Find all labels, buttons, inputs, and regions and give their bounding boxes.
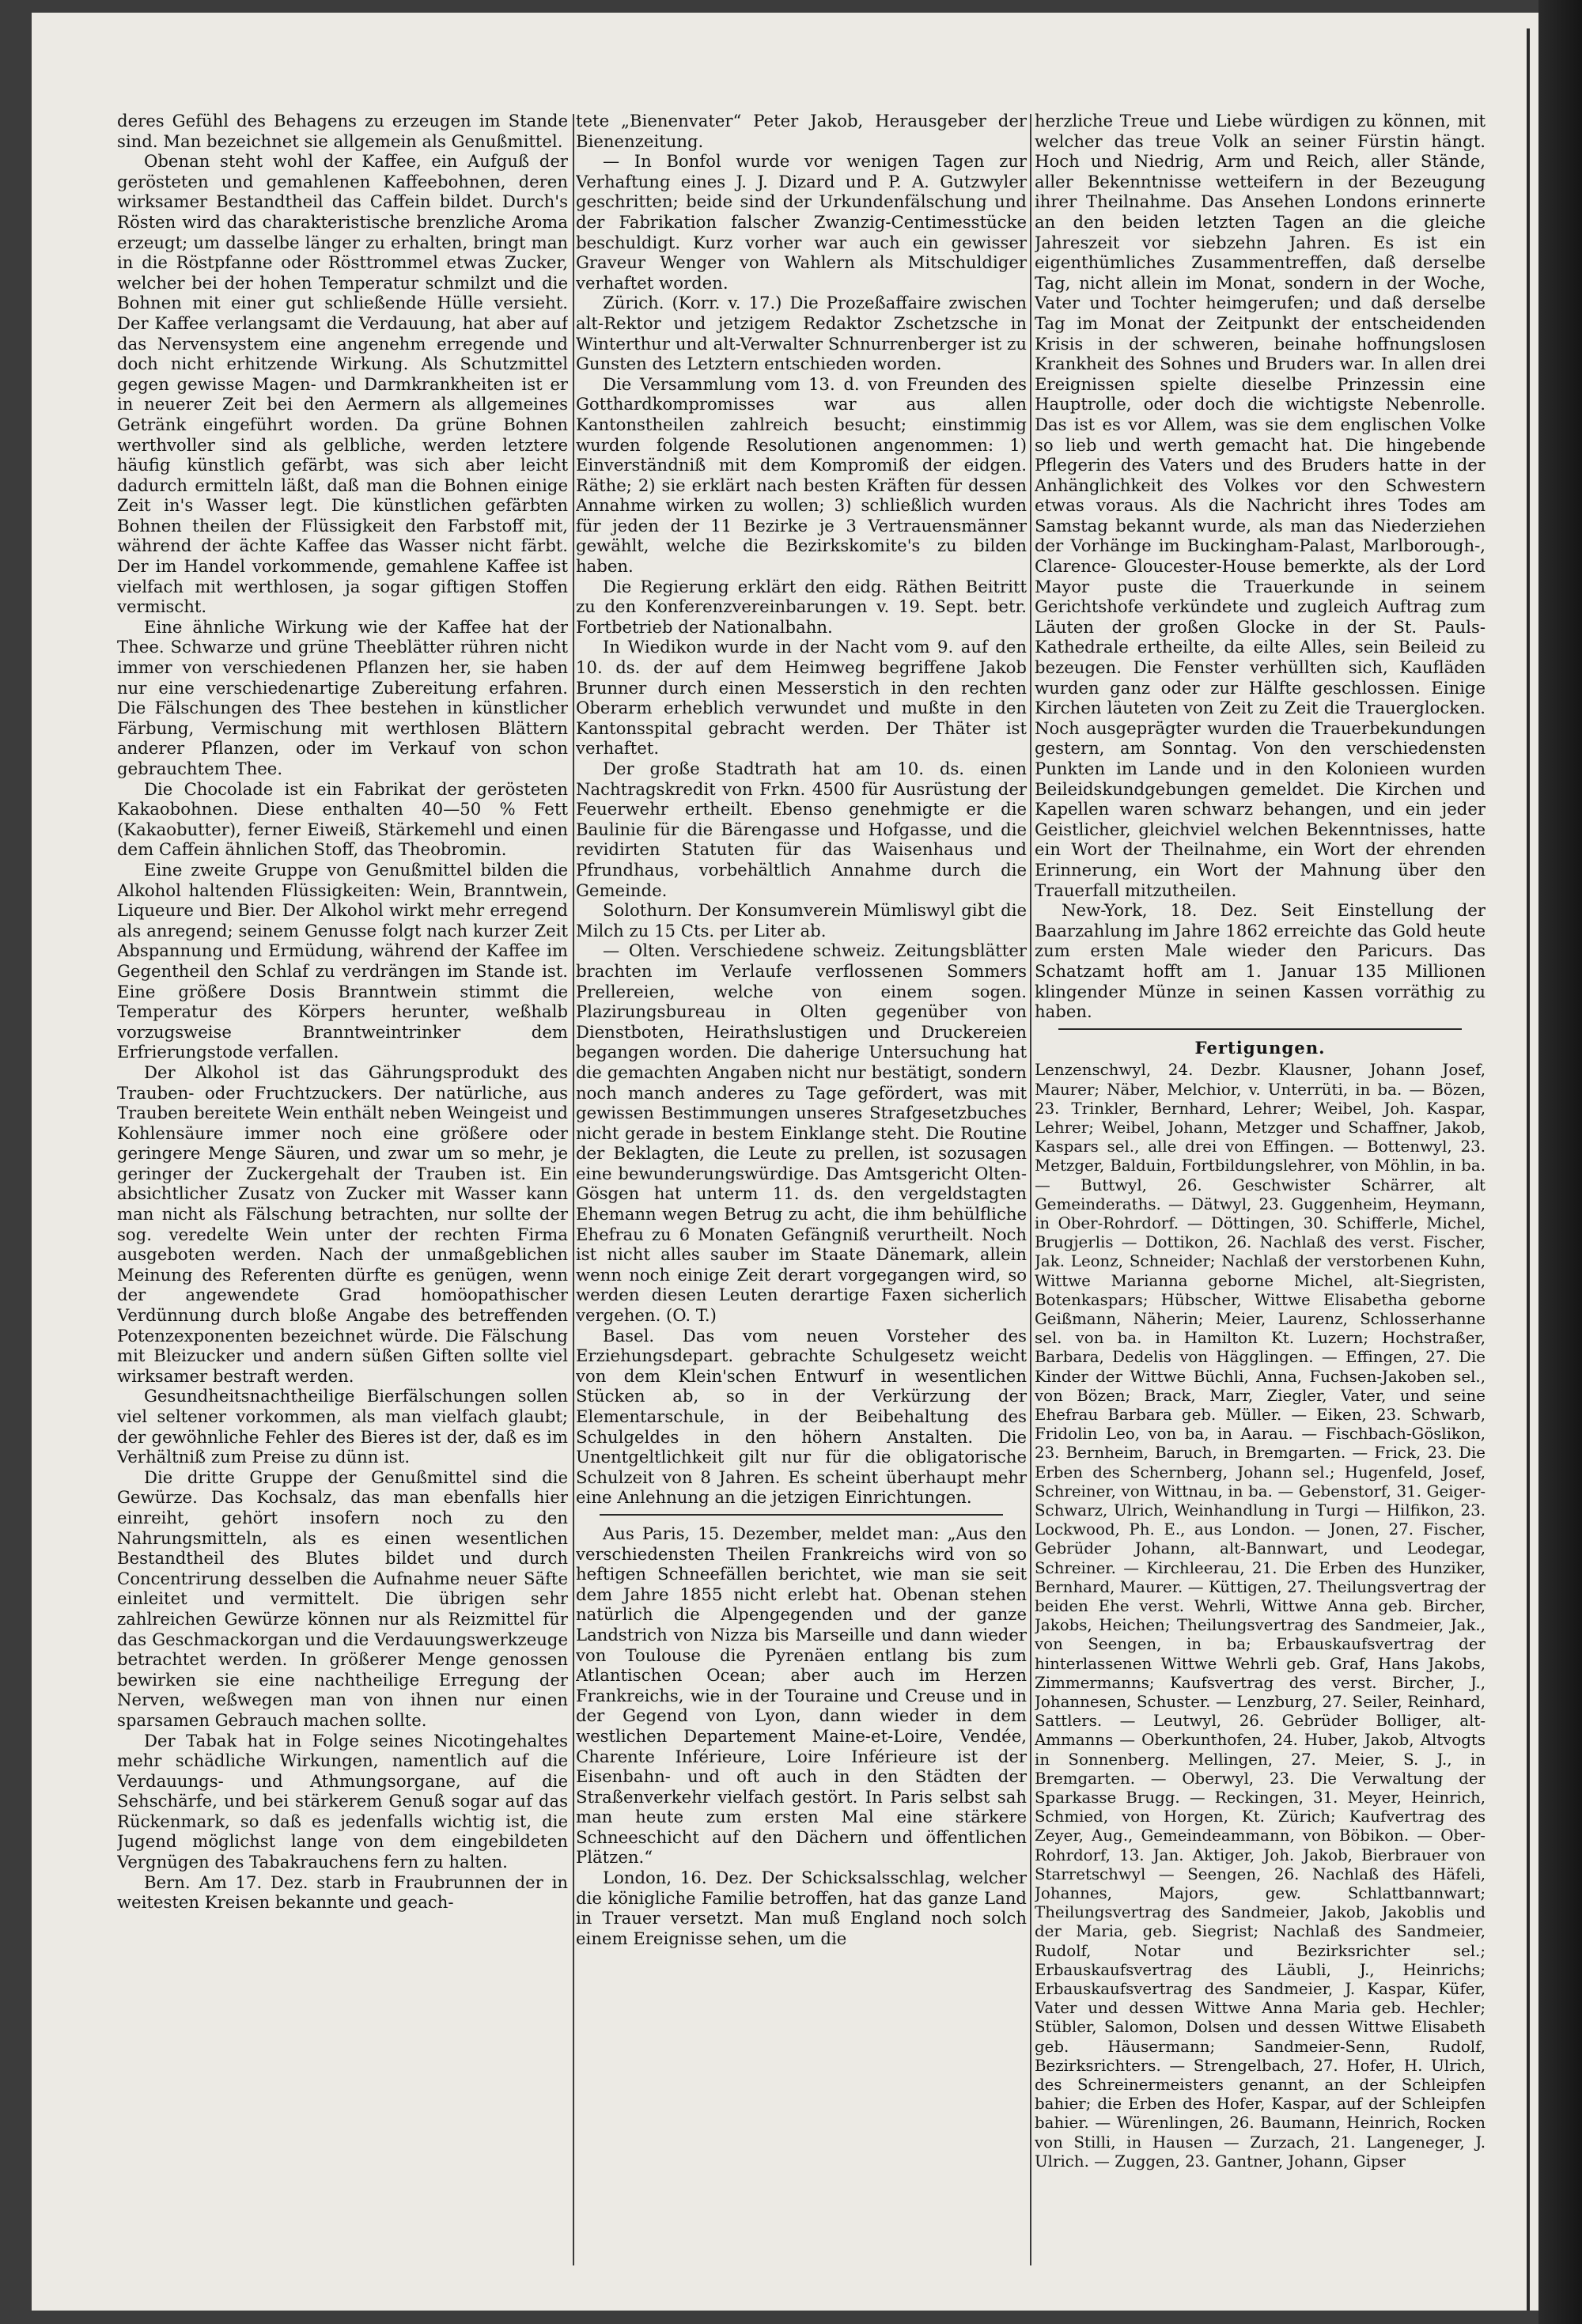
article-paragraph: Die Versammlung vom 13. d. von Freunden des Gotthardkompromisses war aus allen Kantonstheilen zahlreich besucht; einstimmig wurden folgende Resolutionen angenommen: 1) Einverständniß mit dem Kompromiß der eidgen. Räthe; 2) sie erklärt nach besten Kräften für dessen Annahme wirken zu wollen; 3) schließlich wurden für jeden der 11 Bezirke je 3 Vertrauensmänner gewählt, welche die Bezirkskomite's zu bilden haben.	[576, 373, 1027, 577]
article-paragraph: London, 16. Dez. Der Schicksalsschlag, welcher die königliche Familie betroffen, hat das ganze Land in Trauer versetzt. Man muß England noch solch einem Ereignisse sehen, um die	[576, 1868, 1027, 1948]
article-paragraph: — Olten. Verschiedene schweiz. Zeitungsblätter brachten im Verlaufe verflossenen Sommers Prellereien, welche von einem sogen. Plazirungsbureau in Olten gegenüber von Dienstboten, Heirathslustigen und Druckereien begangen worden. Die daherige Untersuchung hat die gemachten Angaben nicht nur bestätigt, sondern noch manch anderes zu Tage gefördert, was mit gewissen Bestimmungen unseres Strafgesetzbuches nicht gerade in bestem Einklange steht. Die Routine der Beklagten, die Leute zu prellen, ist sozusagen eine bewunderungswürdige. Das Amtsgericht Olten-Gösgen hat unterm 11. ds. den vergeldstagten Ehemann wegen Betrug zu acht, die ihm behülfliche Ehefrau zu 6 Monaten Gefängniß verurtheilt. Noch ist nicht alles sauber im Staate Dänemark, allein wenn noch einige Zeit derart vorgegangen wird, so werden diesen Leuten derartige Faxen sicherlich vergehen. (O. T.)	[576, 941, 1027, 1326]
article-paragraph: Eine zweite Gruppe von Genußmittel bilden die Alkohol haltenden Flüssigkeiten: Wein, Branntwein, Liqueure und Bier. Der Alkohol wirkt mehr erregend als anregend; seinem Genusse folgt nach kurzer Zeit Abspannung und Ermüdung, während der Kaffee im Gegentheil den Schlaf zu verdrängen im Stande ist. Eine größere Dosis Branntwein stimmt die Temperatur des Körpers herunter, weßhalb vorzugsweise Branntweintrinker dem Erfrierungstode verfallen.	[117, 859, 568, 1062]
article-paragraph: Die dritte Gruppe der Genußmittel sind die Gewürze. Das Kochsalz, das man ebenfalls hier einreiht, gehört insofern noch zu den Nahrungsmitteln, als es einen wesentlichen Bestandtheil des Blutes bildet und durch Concentrirung desselben die Aufnahme neuer Säfte einleitet und vermittelt. Die übrigen sehr zahlreichen Gewürze können nur als Reizmittel für das Geschmackorgan und die Verdauungswerkzeuge betrachtet werden. In größerer Menge genossen bewirken sie eine nachtheilige Erregung der Nerven, weßwegen man von ihnen nur einen sparsamen Gebrauch machen sollte.	[117, 1467, 568, 1730]
article-paragraph: In Wiedikon wurde in der Nacht vom 9. auf den 10. ds. der auf dem Heimweg begriffene Jakob Brunner durch einen Messerstich in den rechten Oberarm erheblich verwundet und mußte in den Kantonsspital gebracht werden. Der Thäter ist verhaftet.	[576, 637, 1027, 759]
article-paragraph: Der große Stadtrath hat am 10. ds. einen Nachtragskredit von Frkn. 4500 für Ausrüstung der Feuerwehr ertheilt. Ebenso genehmigte er die Baulinie für die Bärengasse und Hofgasse, und die revidirten Statuten für das Waisenhaus und Pfrundhaus, vorbehältlich Annahme durch die Gemeinde.	[576, 759, 1027, 900]
article-paragraph: Die Regierung erklärt den eidg. Räthen Beitritt zu den Konferenzvereinbarungen v. 19. Sept. betr. Fortbetrieb der Nationalbahn.	[576, 576, 1027, 637]
article-paragraph: Zürich. (Korr. v. 17.) Die Prozeßaffaire zwischen alt-Rektor und jetzigem Redaktor Zschetzsche in Winterthur und alt-Verwalter Schnurrenberger ist zu Gunsten des Letztern entschieden worden.	[576, 293, 1027, 374]
article-paragraph: Aus Paris, 15. Dezember, meldet man: „Aus den verschiedensten Theilen Frankreichs wird von so heftigen Schneefällen berichtet, wie man sie seit dem Jahre 1855 nicht erlebt hat. Obenan stehen natürlich die Alpengegenden und der ganze Landstrich von Nizza bis Marseille und dann wieder von Toulouse die Pyrenäen entlang bis zum Atlantischen Ocean; aber auch im Herzen Frankreichs, wie in der Touraine und Creuse und in der Gegend von Lyon, dann wieder in dem westlichen Departement Maine-et-Loire, Vendée, Charente Inférieure, Loire Inférieure ist der Eisenbahn- und oft auch in den Städten der Straßenverkehr vielfach gestört. In Paris selbst sah man heute zum ersten Mal eine stärkere Schneeschicht auf den Dächern und öffentlichen Plätzen.“	[576, 1523, 1027, 1868]
column-divider	[1030, 114, 1031, 2265]
article-paragraph: deres Gefühl des Behagens zu erzeugen im Stande sind. Man bezeichnet sie allgemein als Genußmittel.	[117, 111, 568, 151]
article-paragraph: New-York, 18. Dez. Seit Einstellung der Baarzahlung im Jahre 1862 erreichte das Gold heute zum ersten Male wieder den Paricurs. Das Schatzamt hofft am 1. Januar 135 Millionen klingender Münze in seinen Kassen vorräthig zu haben.	[1035, 900, 1485, 1022]
article-paragraph: Der Tabak hat in Folge seines Nicotingehaltes mehr schädliche Wirkungen, namentlich auf die Verdauungs- und Athmungsorgane, auf die Sehschärfe, und bei stärkerem Genuß sogar auf das Rückenmark, so daß es jedenfalls wichtig ist, die Jugend möglichst lange von dem eingebildeten Vergnügen des Tabakrauchens fern zu halten.	[117, 1730, 568, 1872]
fertigungen-heading: Fertigungen.	[1194, 1037, 1326, 1058]
article-paragraph: Bern. Am 17. Dez. starb in Fraubrunnen der in weitesten Kreisen bekannte und geach-	[117, 1872, 568, 1913]
article-paragraph: Solothurn. Der Konsumverein Mümliswyl gibt die Milch zu 15 Cts. per Liter ab.	[576, 900, 1027, 941]
section-separator	[600, 1514, 1003, 1516]
article-paragraph: Die Chocolade ist ein Fabrikat der gerösteten Kakaobohnen. Diese enthalten 40—50 % Fett (Kakaobutter), ferner Eiweiß, Stärkemehl und einen dem Caffein ähnlichen Stoff, das Theobromin.	[117, 778, 568, 860]
column-middle	[576, 111, 1027, 2278]
article-paragraph: herzliche Treue und Liebe würdigen zu können, mit welcher das treue Volk an seiner Fürstin hängt. Hoch und Niedrig, Arm und Reich, aller Stände, aller Bekenntnisse wetteifern in der Bezeugung ihrer Theilnahme. Das Ansehen Londons erinnerte an den beiden letzten Tagen an die gleiche Jahreszeit vor siebzehn Jahren. Es ist ein eigenthümliches Zusammentreffen, daß derselbe Tag, nicht allein im Monat, sondern in der Woche, Vater und Tochter heimgerufen; und daß derselbe Tag im Monat der Zeitpunkt der entscheidenden Krisis in der schweren, beinahe hoffnungslosen Krankheit des Sohnes und Bruders war. In allen drei Ereignissen spielte dieselbe Prinzessin eine Hauptrolle, oder doch die wichtigste Nebenrolle. Das ist es vor Allem, was sie dem englischen Volke so lieb und werth gemacht hat. Die hingebende Pflegerin des Vaters und des Bruders hatte in der Anhänglichkeit des Volkes vor den Schwestern etwas voraus. Als die Nachricht ihres Todes am Samstag bekannt wurde, als man das Niederziehen der Vorhänge im Buckingham-Palast, Marlborough-, Clarence- Gloucester-House bemerkte, als der Lord Mayor puste die Trauerkunde in seinem Gerichtshofe verkündete und zugleich Auftrag zum Läuten der großen Glocke in der St. Pauls-Kathedrale ertheilte, da eilte Alles, sein Beileid zu bezeugen. Die Fenster verhüllten sich, Kaufläden wurden ganz oder zur Hälfte geschlossen. Einige Kirchen läuteten von Zeit zu Zeit die Trauerglocken. Noch ausgeprägter wurden die Trauerbekundungen gestern, am Sonntag. Von den verschiedensten Punkten im Lande und in den Kolonieen wurden Beileidskundgebungen gemeldet. Die Kirchen und Kapellen waren schwarz behangen, und ein jeder Geistlicher, gleichviel welchen Bekenntnisses, hatte ein Wort der Theilnahme, ein Wort der ehrenden Erinnerung, ein Wort der Mahnung über den Trauerfall mitzutheilen.	[1035, 111, 1485, 900]
article-paragraph: Der Alkohol ist das Gährungsprodukt des Trauben- oder Fruchtzuckers. Der natürliche, aus Trauben bereitete Wein enthält neben Weingeist und Kohlensäure immer noch eine größere oder geringere Menge Säuren, und zwar um so mehr, je geringer der Zuckergehalt der Trauben ist. Ein absichtlicher Zusatz von Zucker mit Wasser kann man nicht als Fälschung betrachten, nur sollte der sog. veredelte Wein unter der rechten Firma ausgeboten werden. Nach der unmaßgeblichen Meinung des Referenten dürfte es genügen, wenn der angewendete Grad homöopathischer Verdünnung durch bloße Angabe des betreffenden Potenzexponenten bezeichnet würde. Die Fälschung mit Bleizucker und andern süßen Giften sollte viel wirksamer bestraft werden.	[117, 1062, 568, 1386]
column-right	[1035, 111, 1485, 2278]
article-paragraph: tete „Bienenvater“ Peter Jakob, Herausgeber der Bienenzeitung.	[576, 111, 1027, 151]
article-paragraph: Obenan steht wohl der Kaffee, ein Aufguß der gerösteten und gemahlenen Kaffeebohnen, deren wirksamer Bestandtheil das Caffein bildet. Durch's Rösten wird das charakteristische brenzliche Aroma erzeugt; um dasselbe länger zu erhalten, bringt man in die Röstpfanne oder Rösttrommel etwas Zucker, welcher bei der hohen Temperatur schmilzt und die Bohnen mit einer gut schließende Hülle versieht. Der Kaffee verlangsamt die Verdauung, hat aber auf das Nervensystem eine angenehm erregende und doch nicht erhitzende Wirkung. Als Schutzmittel gegen gewisse Magen- und Darmkrankheiten ist er in neuerer Zeit bei den Aermern als allgemeines Getränk eingeführt worden. Da grüne Bohnen werthvoller sind als gelbliche, werden letztere häufig künstlich gefärbt, was sich aber leicht dadurch ermitteln läßt, daß man die Bohnen einige Zeit in's Wasser legt. Die künstlichen gefärbten Bohnen theilen der Flüssigkeit den Farbstoff mit, während der ächte Kaffee das Wasser nicht färbt. Der im Handel vorkommende, gemahlene Kaffee ist vielfach mit werthlosen, ja sogar giftigen Stoffen vermischt.	[117, 151, 568, 617]
scan-edge	[1538, 0, 1582, 2324]
section-separator	[1058, 1028, 1462, 1030]
column-divider	[573, 114, 574, 2265]
article-paragraph: — In Bonfol wurde vor wenigen Tagen zur Verhaftung eines J. J. Dizard und P. A. Gutzwyler geschritten; beide sind der Urkundenfälschung und der Fabrikation falscher Zwanzig-Centimesstücke beschuldigt. Kurz vorher war auch ein gewisser Graveur Wenger von Wahlern als Mitschuldiger verhaftet worden.	[576, 151, 1027, 293]
newspaper-page	[32, 13, 1538, 2311]
page-border-rule	[1527, 28, 1530, 2311]
column-left	[117, 111, 568, 2278]
article-paragraph: Basel. Das vom neuen Vorsteher des Erziehungsdepart. gebrachte Schulgesetz weicht von dem Klein'schen Entwurf in wesentlichen Stücken ab, so in der Verkürzung der Elementarschule, in der Beibehaltung des Schulgeldes in den höhern Anstalten. Die Unentgeltlichkeit gilt nur für die obligatorische Schulzeit von 8 Jahren. Es scheint überhaupt mehr eine Anlehnung an die jetzigen Einrichtungen.	[576, 1325, 1027, 1508]
article-paragraph: Eine ähnliche Wirkung wie der Kaffee hat der Thee. Schwarze und grüne Theeblätter rühren nicht immer von verschiedenen Pflanzen her, sie haben nur eine verschiedenartige Zubereitung erfahren. Die Fälschungen des Thee bestehen in künstlicher Färbung, Vermischung mit werthlosen Blättern anderer Pflanzen, oder im Verkauf von schon gebrauchtem Thee.	[117, 616, 568, 778]
article-paragraph: Gesundheitsnachtheilige Bierfälschungen sollen viel seltener vorkommen, als man vielfach glaubt; der gewöhnliche Fehler des Bieres ist der, daß es im Verhältniß zum Preise zu dünn ist.	[117, 1386, 568, 1467]
fertigungen-list	[1035, 1061, 1485, 2171]
fertigungen-text: Lenzenschwyl, 24. Dezbr. Klausner, Johann Josef, Maurer; Näber, Melchior, v. Unterrüti, in ba. — Bözen, 23. Trinkler, Bernhard, Lehrer; Weibel, Joh. Kaspar, Lehrer; Weibel, Johann, Metzger und Schaffner, Jakob, Kaspars sel., alle drei von Effingen. — Bottenwyl, 23. Metzger, Balduin, Fortbildungslehrer, von Möhlin, in ba. — Buttwyl, 26. Geschwister Schärrer, alt Gemeinderaths. — Dätwyl, 23. Guggenheim, Heymann, in Ober-Rohrdorf. — Döttingen, 30. Schifferle, Michel, Brugjerlis — Dottikon, 26. Nachlaß des verst. Fischer, Jak. Leonz, Schneider; Nachlaß der verstorbenen Kuhn, Wittwe Marianna geborne Michel, alt-Siegristen, Botenkaspars; Hübscher, Wittwe Elisabetha geborne Geißmann, Näherin; Meier, Laurenz, Schlosserhanne sel. von ba. in Hamilton Kt. Luzern; Hochstraßer, Barbara, Dedelis von Hägglingen. — Effingen, 27. Die Kinder der Wittwe Büchli, Anna, Fuchsen-Jakoben sel., von Bözen; Brack, Marr, Ziegler, Vater, und seine Ehefrau Barbara geb. Müller. — Eiken, 23. Schwarb, Fridolin Leo, von ba, in Aarau. — Fischbach-Göslikon, 23. Bernheim, Baruch, in Bremgarten. — Frick, 23. Die Erben des Schernberg, Johann sel.; Hugenfeld, Josef, Schreiner, von Wittnau, in ba. — Gebenstorf, 31. Geiger-Schwarz, Ulrich, Weinhandlung in Turgi — Hilfikon, 23. Lockwood, Ph. E., aus London. — Jonen, 27. Fischer, Gebrüder Johann, alt-Bannwart, und Leodegar, Schreiner. — Kirchleerau, 21. Die Erben des Hunziker, Bernhard, Maurer. — Küttigen, 27. Theilungsvertrag der beiden Ehe verst. Wehrli, Wittwe Anna geb. Bircher, Jakobs, Heichen; Theilungsvertrag des Sandmeier, Jak., von Seengen, in ba; Erbauskaufsvertrag der hinterlassenen Wittwe Wehrli geb. Graf, Hans Jakobs, Zimmermanns; Kaufsvertrag des verst. Bircher, J., Johannesen, Schuster. — Lenzburg, 27. Seiler, Reinhard, Sattlers. — Leutwyl, 26. Gebrüder Bolliger, alt-Ammanns — Oberkunthofen, 24. Huber, Jakob, Altvogts in Sonnenberg. Mellingen, 27. Meier, S. J., in Bremgarten. — Oberwyl, 23. Die Verwaltung der Sparkasse Brugg. — Reckingen, 31. Meyer, Heinrich, Schmied, von Horgen, Kt. Zürich; Kaufvertrag des Zeyer, Aug., Gemeindeammann, von Böbikon. — Ober-Rohrdorf, 13. Jan. Aktiger, Joh. Jakob, Bierbrauer von Starretschwyl — Seengen, 26. Nachlaß des Häfeli, Johannes, Majors, gew. Schlattbannwart; Theilungsvertrag des Sandmeier, Jakob, Jakoblis und der Maria, geb. Siegrist; Nachlaß des Sandmeier, Rudolf, Notar und Bezirksrichter sel.; Erbauskaufsvertrag des Läubli, J., Heinrichs; Erbauskaufsvertrag des Sandmeier, J. Kaspar, Küfer, Vater und dessen Wittwe Anna Maria geb. Hechler; Stübler, Salomon, Dolsen und dessen Wittwe Elisabeth geb. Häusermann; Sandmeier-Senn, Rudolf, Bezirksrichters. — Strengelbach, 27. Hofer, H. Ulrich, des Schreinermeisters genannt, an der Schleipfen bahier; die Erben des Hofer, Kaspar, auf der Schleipfen bahier. — Würenlingen, 26. Baumann, Heinrich, Rocken von Stilli, in Hausen — Zurzach, 21. Langeneger, J. Ulrich. — Zuggen, 23. Gantner, Johann, Gipser	[1035, 1061, 1485, 2171]
